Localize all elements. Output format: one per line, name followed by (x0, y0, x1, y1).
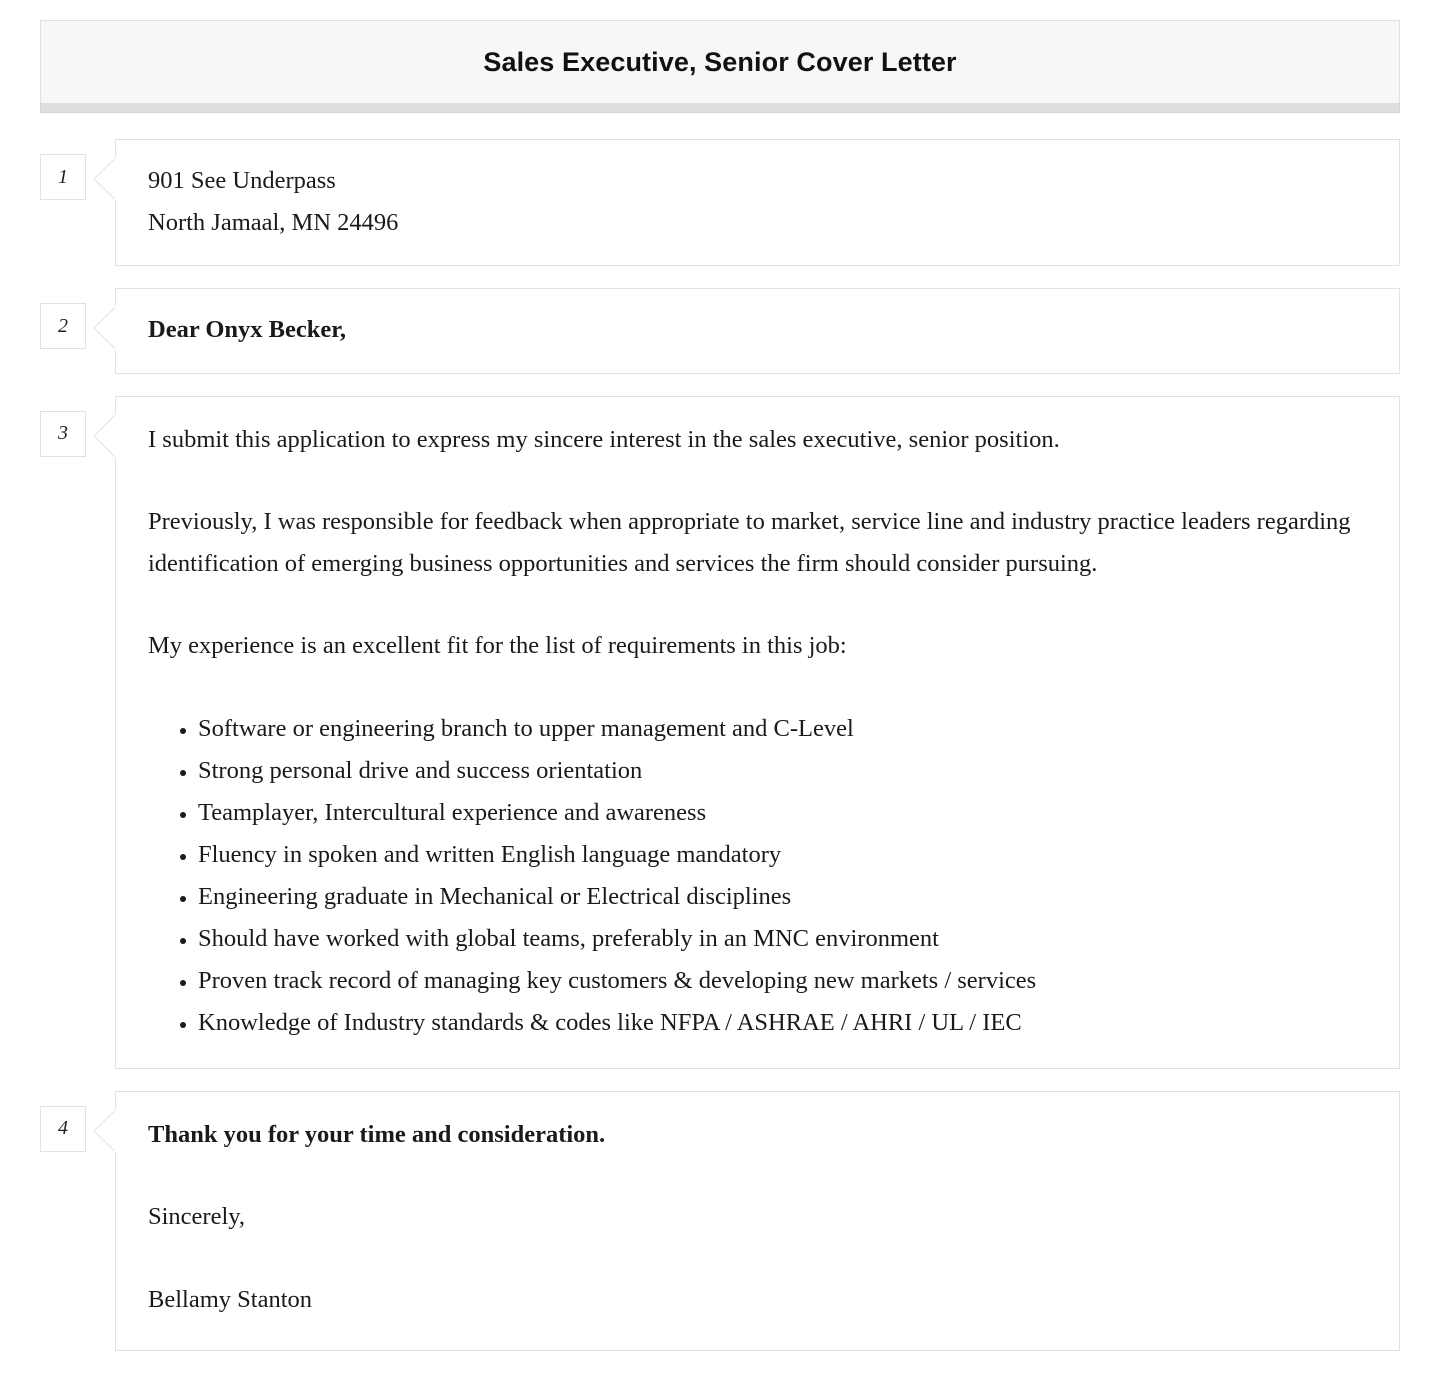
letter-block-greeting (40, 288, 1400, 374)
address-line-1: 901 See Underpass (148, 167, 336, 194)
letter-block-body (40, 396, 1400, 1069)
callout-notch-icon (93, 1109, 116, 1153)
letter-block-closing (40, 1091, 1400, 1352)
list-item: • Strong personal drive and success orientation (198, 750, 1369, 792)
thanks-text: Thank you for your time and consideration. (148, 1120, 606, 1148)
header-bar (40, 20, 1400, 103)
requirements-list (148, 708, 1369, 1044)
block-marker-3[interactable]: 3 (40, 411, 86, 457)
address-content[interactable] (115, 139, 1400, 266)
header-shadow-bar (40, 103, 1400, 113)
callout-notch-icon (93, 306, 116, 350)
block-marker-1[interactable]: 1 (40, 154, 86, 200)
list-item: • Engineering graduate in Mechanical or Electrical disciplines (198, 876, 1369, 918)
callout-notch-icon (93, 157, 116, 201)
letter-block-address (40, 139, 1400, 266)
signoff-text: Sincerely, (148, 1203, 246, 1230)
cover-letter-page (0, 20, 1440, 1351)
body-paragraph-3: My experience is an excellent fit for the list of requirements in this job: (148, 632, 847, 659)
callout-notch-icon (93, 414, 116, 458)
body-paragraph-2: Previously, I was responsible for feedback when appropriate to market, service line and industry practice leaders regarding identification of emerging business opportunities and services the firm should consider pursuing. (148, 508, 1351, 577)
greeting-content[interactable] (115, 288, 1400, 374)
address-line-2: North Jamaal, MN 24496 (148, 208, 399, 236)
list-item: • Knowledge of Industry standards & codes like NFPA / ASHRAE / AHRI / UL / IEC (198, 1002, 1369, 1044)
signature-name: Bellamy Stanton (148, 1285, 312, 1313)
block-marker-4[interactable]: 4 (40, 1106, 86, 1152)
letter-blocks (40, 139, 1400, 1351)
document-header (40, 20, 1400, 113)
list-item: • Fluency in spoken and written English language mandatory (198, 834, 1369, 876)
list-item: • Teamplayer, Intercultural experience and awareness (198, 792, 1369, 834)
closing-content[interactable] (115, 1091, 1400, 1352)
greeting-text: Dear Onyx Becker, (148, 316, 347, 343)
list-item: • Software or engineering branch to upper management and C-Level (198, 708, 1369, 750)
list-item: • Proven track record of managing key customers & developing new markets / services (198, 960, 1369, 1002)
list-item: • Should have worked with global teams, preferably in an MNC environment (198, 918, 1369, 960)
body-content[interactable] (115, 396, 1400, 1069)
body-paragraph-1: I submit this application to express my sincere interest in the sales executive, senior position. (148, 425, 1060, 453)
block-marker-2[interactable]: 2 (40, 303, 86, 349)
page-title: Sales Executive, Senior Cover Letter (483, 46, 957, 77)
